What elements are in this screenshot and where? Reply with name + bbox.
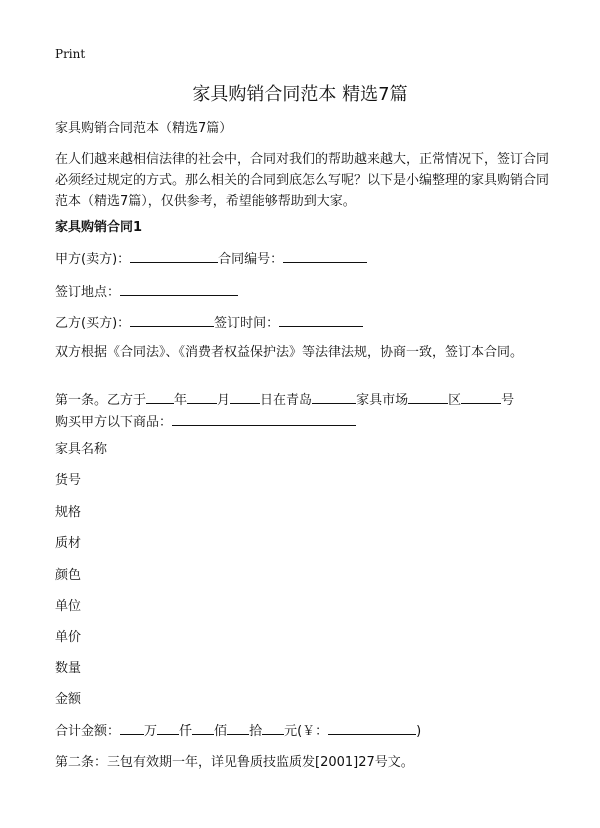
sign-place-blank[interactable]: [120, 281, 238, 296]
art1-market-blank[interactable]: [408, 389, 448, 404]
total-bai: 佰: [214, 724, 228, 739]
party-b-line: [55, 312, 550, 334]
party-a-blank[interactable]: [130, 248, 218, 263]
item-unit-price: 单价: [55, 630, 82, 645]
total-yuan-blank[interactable]: [262, 720, 284, 735]
total-shi-blank[interactable]: [227, 720, 249, 735]
total-wan: 万: [144, 724, 158, 739]
party-b-blank[interactable]: [130, 312, 214, 327]
art1-month: 月: [217, 393, 231, 408]
contract-no-blank[interactable]: [283, 248, 367, 263]
item-unit: 单位: [55, 599, 82, 614]
party-a-label: 甲方(卖方)：: [55, 252, 131, 267]
total-shi: 拾: [249, 724, 263, 739]
total-amount-line: [55, 720, 550, 742]
sign-place-line: [55, 281, 550, 303]
art1-district: 区: [448, 393, 462, 408]
art1-day-blank[interactable]: [230, 389, 260, 404]
preamble: 双方根据《合同法》、《消费者权益保护法》等法律法规，协商一致，签订本合同。: [55, 345, 524, 360]
total-qian-blank[interactable]: [157, 720, 179, 735]
art1-number: 号: [501, 393, 515, 408]
item-spec: 规格: [55, 505, 82, 520]
item-furniture-name: 家具名称: [55, 442, 108, 457]
art1-year: 年: [174, 393, 188, 408]
sign-time-label: 签订时间：: [214, 316, 280, 331]
art1-place-blank[interactable]: [312, 389, 356, 404]
page-title: 家具购销合同范本 精选7篇: [192, 84, 408, 105]
art1-prefix: 第一条。乙方于: [55, 393, 147, 408]
art1-market: 家具市场: [356, 393, 409, 408]
party-a-line: [55, 248, 550, 270]
art1-year-blank[interactable]: [146, 389, 174, 404]
section-heading: 家具购销合同1: [55, 220, 143, 235]
intro-paragraph: 在人们越来越相信法律的社会中，合同对我们的帮助越来越大，正常情况下，签订合同必须经过规定的方式。那么相关的合同到底怎么写呢？以下是小编整理的家具购销合同范本（精选7篇），仅供参考，希望能够帮助到大家。: [55, 152, 550, 209]
party-b-label: 乙方(买方)：: [55, 316, 131, 331]
article-2: 第二条：三包有效期一年，详见鲁质技监质发[2001]27号文。: [55, 755, 414, 770]
item-quantity: 数量: [55, 661, 82, 676]
article-1: [55, 389, 550, 433]
total-figure-blank[interactable]: [328, 720, 416, 735]
item-color: 颜色: [55, 568, 82, 583]
total-close: ): [416, 724, 422, 739]
total-wan-blank[interactable]: [120, 720, 144, 735]
subtitle: 家具购销合同范本（精选7篇）: [55, 121, 233, 136]
art1-goods-blank[interactable]: [172, 411, 356, 426]
total-label: 合计金额：: [55, 724, 121, 739]
total-yuan: 元(￥：: [284, 724, 329, 739]
total-qian: 仟: [179, 724, 193, 739]
art1-line2: 购买甲方以下商品：: [55, 415, 173, 430]
item-amount: 金额: [55, 692, 82, 707]
item-sku: 货号: [55, 473, 82, 488]
item-material: 质材: [55, 536, 82, 551]
total-bai-blank[interactable]: [192, 720, 214, 735]
art1-day-place: 日在青岛: [260, 393, 313, 408]
art1-district-blank[interactable]: [461, 389, 501, 404]
sign-place-label: 签订地点：: [55, 285, 121, 300]
contract-no-label: 合同编号：: [218, 252, 284, 267]
sign-time-blank[interactable]: [279, 312, 363, 327]
art1-month-blank[interactable]: [187, 389, 217, 404]
print-link[interactable]: Print: [55, 47, 86, 61]
